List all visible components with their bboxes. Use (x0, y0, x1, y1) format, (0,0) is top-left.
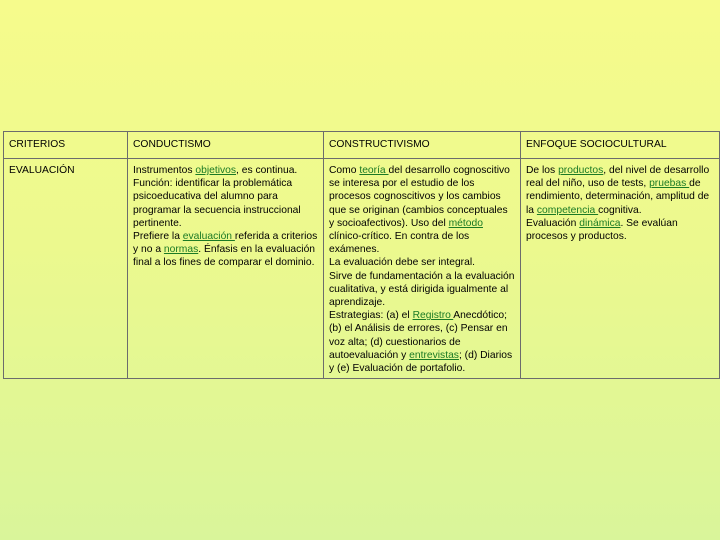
cell-conductismo (128, 159, 324, 379)
link-dinamica[interactable]: dinámica (579, 217, 621, 229)
text-segment: Prefiere la (133, 231, 183, 243)
link-registro[interactable]: Registro (412, 310, 454, 322)
constructivismo-paragraph-3: Sirve de fundamentación a la evaluación cualitativa, y está dirigida igualmente al aprendizaje. (329, 270, 515, 309)
constructivismo-paragraph-1 (329, 164, 515, 256)
link-metodo[interactable]: método (448, 217, 483, 229)
table-row-evaluacion (4, 159, 720, 379)
link-pruebas[interactable]: pruebas (649, 178, 690, 190)
text-segment: Evaluación (526, 217, 580, 229)
conductismo-paragraph-2 (133, 230, 318, 270)
link-objetivos[interactable]: objetivos (195, 165, 237, 176)
table-header-row (4, 132, 720, 159)
text-segment: De los (526, 165, 559, 176)
comparison-table (3, 131, 720, 379)
constructivismo-paragraph-4 (329, 309, 515, 375)
text-segment: del desarrollo cognoscitivo se interesa por el estudio de los procesos cognoscitivos y los cambios que se originan (cambios conceptuales y socioafectivos). Uso del (329, 165, 510, 229)
text-segment: Anecdótico; (b) el Análisis de errores, (c) Pensar en voz alta; (d) cuestionarios de autoevaluación y (329, 310, 508, 361)
header-constructivismo: CONSTRUCTIVISMO (324, 132, 521, 159)
sociocultural-paragraph-2 (526, 217, 714, 243)
cell-constructivismo (324, 159, 521, 379)
text-segment: cognitiva. (598, 204, 642, 216)
header-conductismo: CONDUCTISMO (128, 132, 324, 159)
link-productos[interactable]: productos (558, 165, 604, 176)
text-segment: referida a criterios y no a (133, 231, 318, 256)
comparison-table-container (3, 131, 720, 379)
text-segment: Estrategias: (a) el (329, 310, 413, 322)
link-entrevistas[interactable]: entrevistas (409, 349, 459, 361)
text-segment: ; (d) Diarios y (e) Evaluación de portafolio. (329, 349, 513, 375)
header-criterios: CRITERIOS (4, 132, 128, 159)
text-segment: clínico-crítico. En contra de los exámenes. (329, 231, 470, 256)
header-enfoque-sociocultural: ENFOQUE SOCIOCULTURAL (521, 132, 720, 159)
text-segment: de rendimiento, determinación, amplitud de la (526, 178, 710, 216)
sociocultural-paragraph-1 (526, 164, 714, 217)
text-segment: , es continua. Función: identificar la problemática psicoeducativa del alumno para programar la secuencia instruccional pertinente. (133, 165, 301, 229)
conductismo-paragraph-1 (133, 164, 318, 230)
constructivismo-paragraph-2: La evaluación debe ser integral. (329, 257, 475, 269)
text-segment: Instrumentos (133, 165, 196, 176)
text-segment: . Se evalúan procesos y productos. (526, 217, 678, 243)
text-segment: Como (329, 165, 360, 176)
row-label-evaluacion: EVALUACIÓN (4, 159, 128, 379)
text-segment: . Énfasis en la evaluación final a los fines de comparar el dominio. (133, 244, 316, 269)
cell-enfoque-sociocultural (521, 159, 720, 379)
link-teoria[interactable]: teoría (359, 165, 389, 176)
link-evaluacion[interactable]: evaluación (182, 231, 235, 243)
text-segment: , del nivel de desarrollo real del niño, uso de tests, (526, 165, 710, 190)
link-normas[interactable]: normas (163, 244, 199, 256)
link-competencia[interactable]: competencia (536, 204, 599, 216)
